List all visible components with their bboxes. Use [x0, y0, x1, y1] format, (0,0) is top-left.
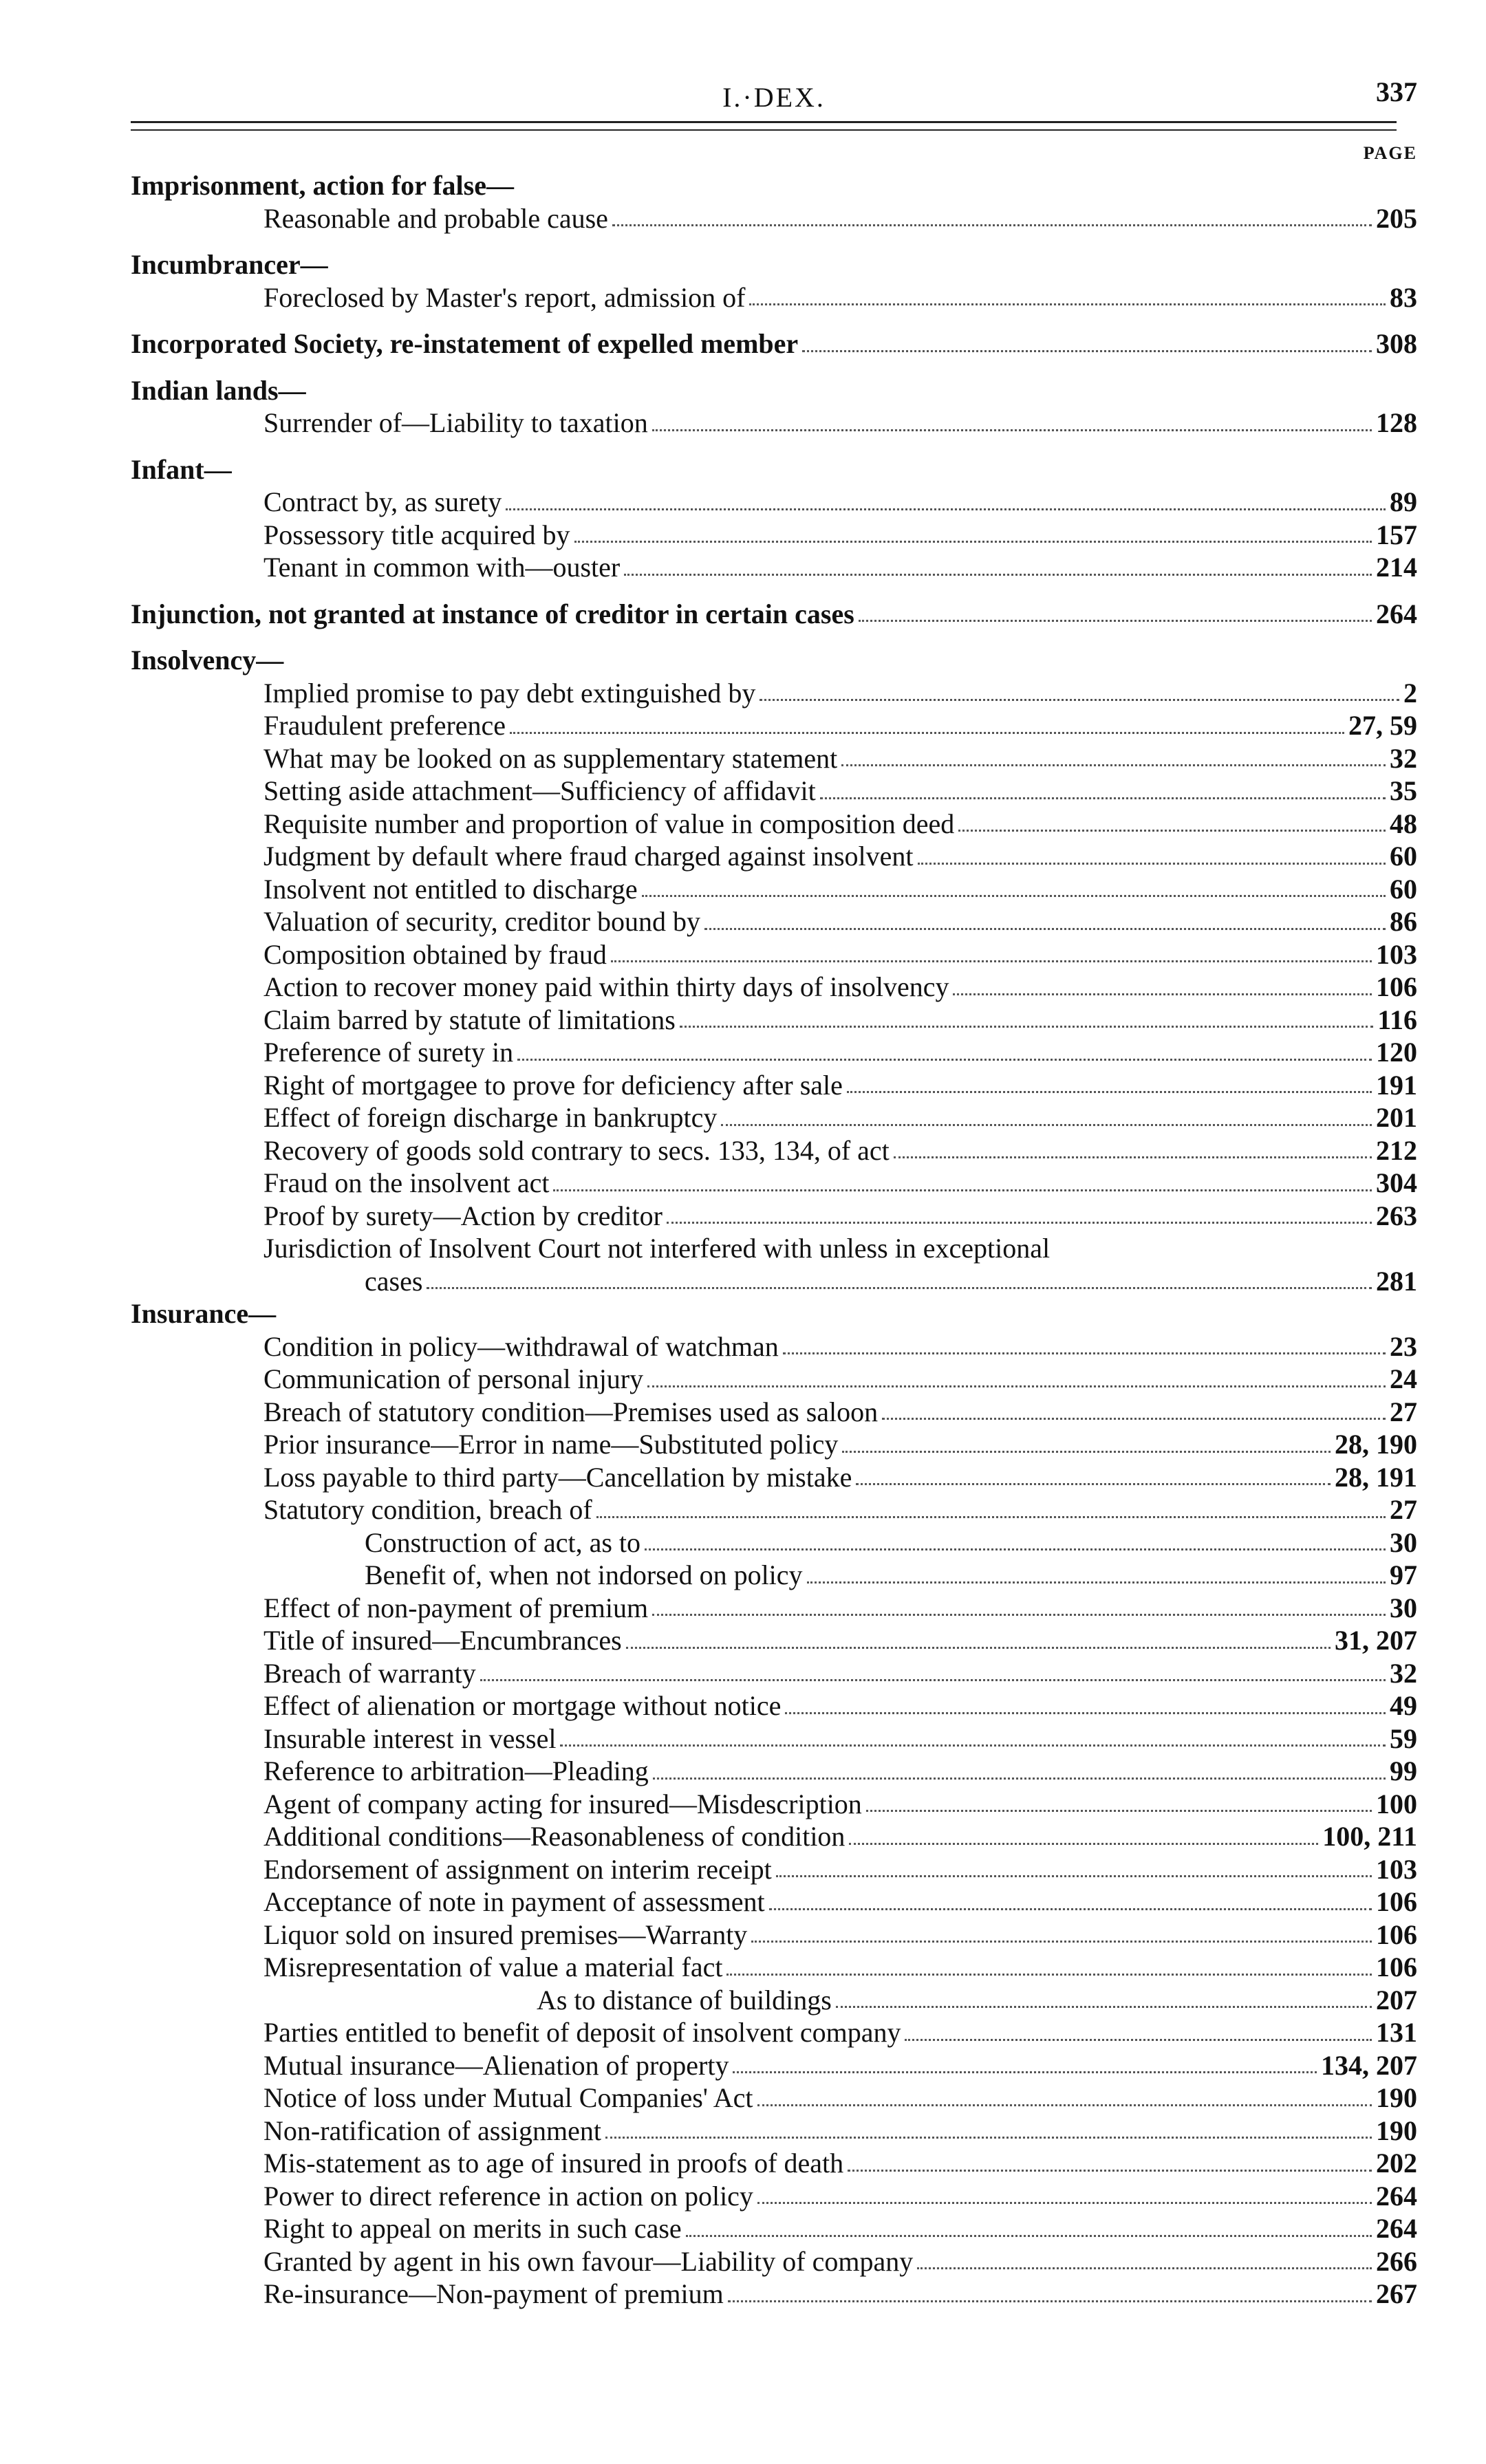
entry-text: Judgment by default where fraud charged against insolvent: [263, 841, 914, 872]
entry-text: Implied promise to pay debt extinguished by: [263, 677, 756, 709]
leader-dots: [726, 1964, 1372, 1976]
leader-dots: [769, 1899, 1372, 1910]
entry-page-ref: 100, 211: [1322, 1821, 1417, 1852]
entry-text: Insolvency—: [131, 645, 284, 676]
entry-text: cases: [365, 1265, 423, 1297]
entry-page-ref: 30: [1390, 1526, 1417, 1558]
entry-page-ref: 23: [1390, 1330, 1417, 1362]
entry-text: Liquor sold on insured premises—Warranty: [263, 1919, 748, 1950]
leader-dots: [842, 1441, 1331, 1453]
leader-dots: [653, 1768, 1386, 1780]
header-rule-bottom: [131, 129, 1397, 131]
index-entry: [131, 775, 1417, 808]
index-entry: [131, 1101, 1417, 1134]
index-heading: [131, 644, 1417, 677]
entry-page-ref: 266: [1376, 2245, 1417, 2277]
index-entry: [131, 1984, 1417, 2017]
entry-page-ref: 214: [1376, 552, 1417, 583]
entry-text: Condition in policy—withdrawal of watchman: [263, 1330, 779, 1362]
index-entry: [131, 1624, 1417, 1657]
entry-text: Preference of surety in: [263, 1037, 514, 1068]
leader-dots: [836, 1996, 1372, 2008]
index-heading: [131, 1297, 1417, 1330]
entry-text: Incumbrancer—: [131, 249, 328, 280]
entry-text: Action to recover money paid within thirty days of insolvency: [263, 971, 949, 1002]
index-entry: [131, 2082, 1417, 2115]
entry-page-ref: 120: [1376, 1037, 1417, 1068]
entry-text: Acceptance of note in payment of assessment: [263, 1886, 765, 1917]
index-entry: [131, 486, 1417, 519]
entry-page-ref: 59: [1390, 1722, 1417, 1754]
leader-dots: [642, 885, 1386, 897]
leader-dots: [807, 1572, 1386, 1584]
index-entry: [131, 1134, 1417, 1167]
entry-page-ref: 128: [1376, 407, 1417, 438]
leader-dots: [917, 2258, 1372, 2269]
entry-text: As to distance of buildings: [537, 1984, 832, 2015]
entry-text: Insurance—: [131, 1298, 277, 1329]
entry-page-ref: 201: [1376, 1102, 1417, 1133]
leader-dots: [427, 1277, 1372, 1289]
index-entry: [131, 519, 1417, 552]
entry-page-ref: 32: [1390, 742, 1417, 774]
index-entry: [131, 1526, 1417, 1559]
entry-page-ref: 304: [1376, 1167, 1417, 1198]
leader-dots: [847, 1081, 1372, 1093]
leader-dots: [721, 1114, 1372, 1126]
entry-page-ref: 48: [1390, 808, 1417, 839]
entry-page-ref: 116: [1377, 1004, 1417, 1035]
index-heading: [131, 169, 1417, 202]
entry-text: Claim barred by statute of limitations: [263, 1004, 676, 1035]
leader-dots: [958, 820, 1386, 832]
leader-dots: [841, 755, 1386, 766]
index-entry: [131, 709, 1417, 742]
header-rule-top: [131, 121, 1397, 123]
entry-page-ref: 83: [1390, 281, 1417, 313]
entry-text: Foreclosed by Master's report, admission of: [263, 281, 746, 313]
index-entry: [131, 2180, 1417, 2213]
entry-text: Additional conditions—Reasonableness of condition: [263, 1821, 846, 1852]
index-heading: [131, 327, 1417, 360]
entry-text: What may be looked on as supplementary statement: [263, 742, 838, 774]
entry-page-ref: 191: [1376, 1069, 1417, 1101]
page-column-label: PAGE: [1363, 143, 1417, 163]
index-entry: [131, 2245, 1417, 2278]
index-entry: [131, 1657, 1417, 1690]
running-title: I.·DEX.: [722, 82, 826, 113]
entry-text: Reasonable and probable cause: [263, 202, 608, 234]
entry-text: Re-insurance—Non-payment of premium: [263, 2278, 724, 2309]
entry-page-ref: 212: [1376, 1134, 1417, 1166]
entry-text: Construction of act, as to: [365, 1526, 641, 1558]
entry-text: Agent of company acting for insured—Misdescription: [263, 1788, 862, 1819]
entry-text: Tenant in common with—ouster: [263, 552, 621, 583]
entry-text: Incorporated Society, re-instatement of expelled member: [131, 328, 799, 359]
entry-text: Insolvent not entitled to discharge: [263, 873, 638, 905]
leader-dots: [611, 951, 1372, 962]
entry-text: Effect of non-payment of premium: [263, 1592, 649, 1623]
index-entry: [131, 1820, 1417, 1853]
index-entry: [131, 2115, 1417, 2148]
entry-page-ref: 35: [1390, 775, 1417, 806]
entry-text: Possessory title acquired by: [263, 519, 570, 550]
leader-dots: [783, 1343, 1386, 1354]
entry-page-ref: 157: [1376, 519, 1417, 550]
index-entry: [131, 281, 1417, 314]
entry-page-ref: 267: [1376, 2278, 1417, 2309]
index-entry: [131, 742, 1417, 775]
index-heading: [131, 248, 1417, 281]
entry-page-ref: 106: [1376, 1952, 1417, 1982]
entry-page-ref: 106: [1376, 971, 1417, 1002]
index-entry: [131, 840, 1417, 873]
entry-page-ref: 99: [1390, 1755, 1417, 1786]
entry-text: Breach of warranty: [263, 1657, 476, 1689]
leader-dots: [645, 1539, 1386, 1550]
leader-dots: [506, 499, 1386, 510]
entry-text: Notice of loss under Mutual Companies' Act: [263, 2082, 753, 2113]
leader-dots: [605, 2127, 1372, 2139]
leader-dots: [596, 1506, 1386, 1518]
leader-dots: [856, 1473, 1331, 1485]
index-entry: [131, 873, 1417, 906]
index-entries: [131, 169, 1417, 2311]
index-entry: [131, 1265, 1417, 1298]
leader-dots: [776, 1866, 1372, 1877]
index-entry: [131, 551, 1417, 584]
leader-dots: [686, 2225, 1372, 2237]
index-entry: [131, 1885, 1417, 1919]
entry-page-ref: 263: [1376, 1200, 1417, 1231]
index-entry: [131, 1951, 1417, 1984]
entry-text: Prior insurance—Error in name—Substituted policy: [263, 1429, 839, 1460]
leader-dots: [480, 1669, 1386, 1681]
index-entry: [131, 2278, 1417, 2311]
entry-text: Granted by agent in his own favour—Liability of company: [263, 2245, 914, 2277]
entry-text: Contract by, as surety: [263, 486, 502, 517]
leader-dots: [918, 853, 1386, 865]
entry-text: Valuation of security, creditor bound by: [263, 906, 701, 937]
leader-dots: [866, 1800, 1372, 1812]
entry-text: Misrepresentation of value a material fact: [263, 1952, 723, 1982]
leader-dots: [553, 1180, 1372, 1191]
index-entry: [131, 1919, 1417, 1952]
entry-text: Indian lands—: [131, 374, 306, 406]
entry-text: Infant—: [131, 453, 232, 485]
entry-text: Effect of foreign discharge in bankruptcy: [263, 1102, 718, 1133]
entry-page-ref: 190: [1376, 2115, 1417, 2146]
entry-page-ref: 103: [1376, 938, 1417, 970]
entry-text: Communication of personal injury: [263, 1363, 644, 1394]
entry-text: Mutual insurance—Alienation of property: [263, 2049, 729, 2081]
entry-text: Injunction, not granted at instance of creditor in certain cases: [131, 598, 854, 629]
entry-text: Fraud on the insolvent act: [263, 1167, 550, 1198]
index-entry: [131, 1689, 1417, 1722]
index-entry: [131, 1853, 1417, 1886]
leader-dots: [574, 531, 1372, 543]
index-entry: [131, 2212, 1417, 2245]
index-entry: [131, 2049, 1417, 2082]
entry-text: Surrender of—Liability to taxation: [263, 407, 648, 438]
entry-text: Title of insured—Encumbrances: [263, 1625, 622, 1656]
entry-page-ref: 49: [1390, 1690, 1417, 1721]
entry-page-ref: 97: [1390, 1559, 1417, 1590]
entry-text: Mis-statement as to age of insured in proofs of death: [263, 2148, 844, 2179]
entry-text: Loss payable to third party—Cancellation by mistake: [263, 1461, 852, 1493]
leader-dots: [859, 610, 1372, 622]
index-entry: [131, 1559, 1417, 1592]
entry-text: Imprisonment, action for false—: [131, 170, 514, 201]
index-entry: [131, 1722, 1417, 1755]
entry-page-ref: 24: [1390, 1363, 1417, 1394]
entry-page-ref: 27, 59: [1348, 710, 1417, 741]
page-number: 337: [1376, 76, 1417, 107]
entry-text: Statutory condition, breach of: [263, 1494, 592, 1525]
index-entry: [131, 1330, 1417, 1363]
entry-text: Non-ratification of assignment: [263, 2115, 601, 2146]
index-entry: [131, 1493, 1417, 1526]
entry-page-ref: 134, 207: [1321, 2049, 1417, 2081]
entry-page-ref: 100: [1376, 1788, 1417, 1819]
index-entry: [131, 407, 1417, 440]
leader-dots: [728, 2291, 1372, 2302]
entry-text: Setting aside attachment—Sufficiency of affidavit: [263, 775, 816, 806]
entry-text: Recovery of goods sold contrary to secs. 133, 134, of act: [263, 1134, 890, 1166]
entry-text: Proof by surety—Action by creditor: [263, 1200, 663, 1231]
leader-dots: [612, 215, 1372, 226]
leader-dots: [626, 1637, 1331, 1649]
leader-dots: [820, 788, 1386, 799]
index-entry: [131, 2016, 1417, 2049]
index-entry: [131, 808, 1417, 841]
leader-dots: [894, 1147, 1372, 1158]
index-entry: [131, 1592, 1417, 1625]
entry-page-ref: 106: [1376, 1919, 1417, 1950]
entry-page-ref: 205: [1376, 202, 1417, 234]
entry-text: Requisite number and proportion of value in composition deed: [263, 808, 955, 839]
entry-page-ref: 28, 191: [1335, 1461, 1417, 1493]
index-entry: [131, 202, 1417, 235]
leader-dots: [560, 1735, 1386, 1747]
index-entry: [131, 1428, 1417, 1461]
index-entry: [131, 1755, 1417, 1788]
entry-page-ref: 28, 190: [1335, 1429, 1417, 1460]
leader-dots: [848, 2160, 1372, 2172]
entry-text: Benefit of, when not indorsed on policy: [365, 1559, 803, 1590]
entry-page-ref: 30: [1390, 1592, 1417, 1623]
index-entry: [131, 905, 1417, 938]
entry-page-ref: 86: [1390, 906, 1417, 937]
entry-text: Endorsement of assignment on interim receipt: [263, 1853, 772, 1885]
entry-page-ref: 264: [1376, 598, 1417, 629]
index-entry: [131, 1004, 1417, 1037]
entry-page-ref: 264: [1376, 2213, 1417, 2244]
index-heading: [131, 453, 1417, 486]
entry-text: Fraudulent preference: [263, 710, 506, 741]
leader-dots: [704, 918, 1386, 930]
entry-page-ref: 190: [1376, 2082, 1417, 2113]
leader-dots: [802, 341, 1372, 352]
leader-dots: [785, 1703, 1386, 1714]
leader-dots: [517, 1049, 1372, 1061]
entry-page-ref: 207: [1376, 1984, 1417, 2015]
entry-text: Insurable interest in vessel: [263, 1722, 557, 1754]
index-entry: [131, 1788, 1417, 1821]
entry-page-ref: 106: [1376, 1886, 1417, 1917]
index-heading: [131, 598, 1417, 631]
leader-dots: [757, 2095, 1372, 2106]
leader-dots: [751, 1931, 1372, 1943]
leader-dots: [760, 689, 1399, 701]
entry-page-ref: 60: [1390, 841, 1417, 872]
leader-dots: [757, 2192, 1372, 2204]
entry-page-ref: 32: [1390, 1657, 1417, 1689]
entry-page-ref: 264: [1376, 2180, 1417, 2212]
index-entry: [131, 1036, 1417, 1069]
leader-dots: [749, 294, 1386, 305]
entry-page-ref: 308: [1376, 328, 1417, 359]
page-header: [131, 76, 1417, 117]
entry-page-ref: 31, 207: [1335, 1625, 1417, 1656]
index-entry: [131, 1363, 1417, 1396]
leader-dots: [624, 564, 1372, 576]
index-entry: [131, 1396, 1417, 1429]
entry-text: Reference to arbitration—Pleading: [263, 1755, 649, 1786]
entry-text: Right to appeal on merits in such case: [263, 2213, 682, 2244]
index-entry: [131, 1461, 1417, 1494]
entry-text: Composition obtained by fraud: [263, 938, 607, 970]
index-entry: [131, 938, 1417, 971]
entry-text: Effect of alienation or mortgage without notice: [263, 1690, 782, 1721]
entry-page-ref: 27: [1390, 1494, 1417, 1525]
leader-dots: [510, 722, 1344, 734]
entry-text: Power to direct reference in action on policy: [263, 2180, 753, 2212]
leader-dots: [733, 2062, 1317, 2073]
entry-page-ref: 281: [1376, 1265, 1417, 1297]
leader-dots: [667, 1212, 1372, 1224]
leader-dots: [849, 1833, 1318, 1845]
entry-text: Jurisdiction of Insolvent Court not interfered with unless in exceptional: [263, 1233, 1051, 1264]
entry-page-ref: 2: [1403, 677, 1417, 709]
entry-page-ref: 60: [1390, 873, 1417, 905]
index-entry: [131, 677, 1417, 710]
entry-page-ref: 202: [1376, 2148, 1417, 2179]
entry-text: Parties entitled to benefit of deposit of insolvent company: [263, 2017, 901, 2048]
entry-text: Right of mortgagee to prove for deficiency after sale: [263, 1069, 843, 1101]
leader-dots: [680, 1016, 1373, 1028]
index-entry: [131, 1167, 1417, 1200]
entry-text: Breach of statutory condition—Premises used as saloon: [263, 1396, 879, 1427]
index-entry: [131, 2147, 1417, 2180]
index-entry: [131, 1200, 1417, 1233]
entry-page-ref: 27: [1390, 1396, 1417, 1427]
entry-page-ref: 89: [1390, 486, 1417, 517]
leader-dots: [882, 1408, 1386, 1420]
index-entry: [131, 1069, 1417, 1102]
leader-dots: [905, 2029, 1372, 2041]
index-entry: [131, 1232, 1417, 1265]
entry-page-ref: 131: [1376, 2017, 1417, 2048]
leader-dots: [953, 984, 1372, 995]
leader-dots: [647, 1376, 1386, 1387]
leader-dots: [652, 1604, 1386, 1616]
entry-page-ref: 103: [1376, 1853, 1417, 1885]
index-heading: [131, 374, 1417, 407]
index-entry: [131, 971, 1417, 1004]
leader-dots: [652, 420, 1372, 431]
